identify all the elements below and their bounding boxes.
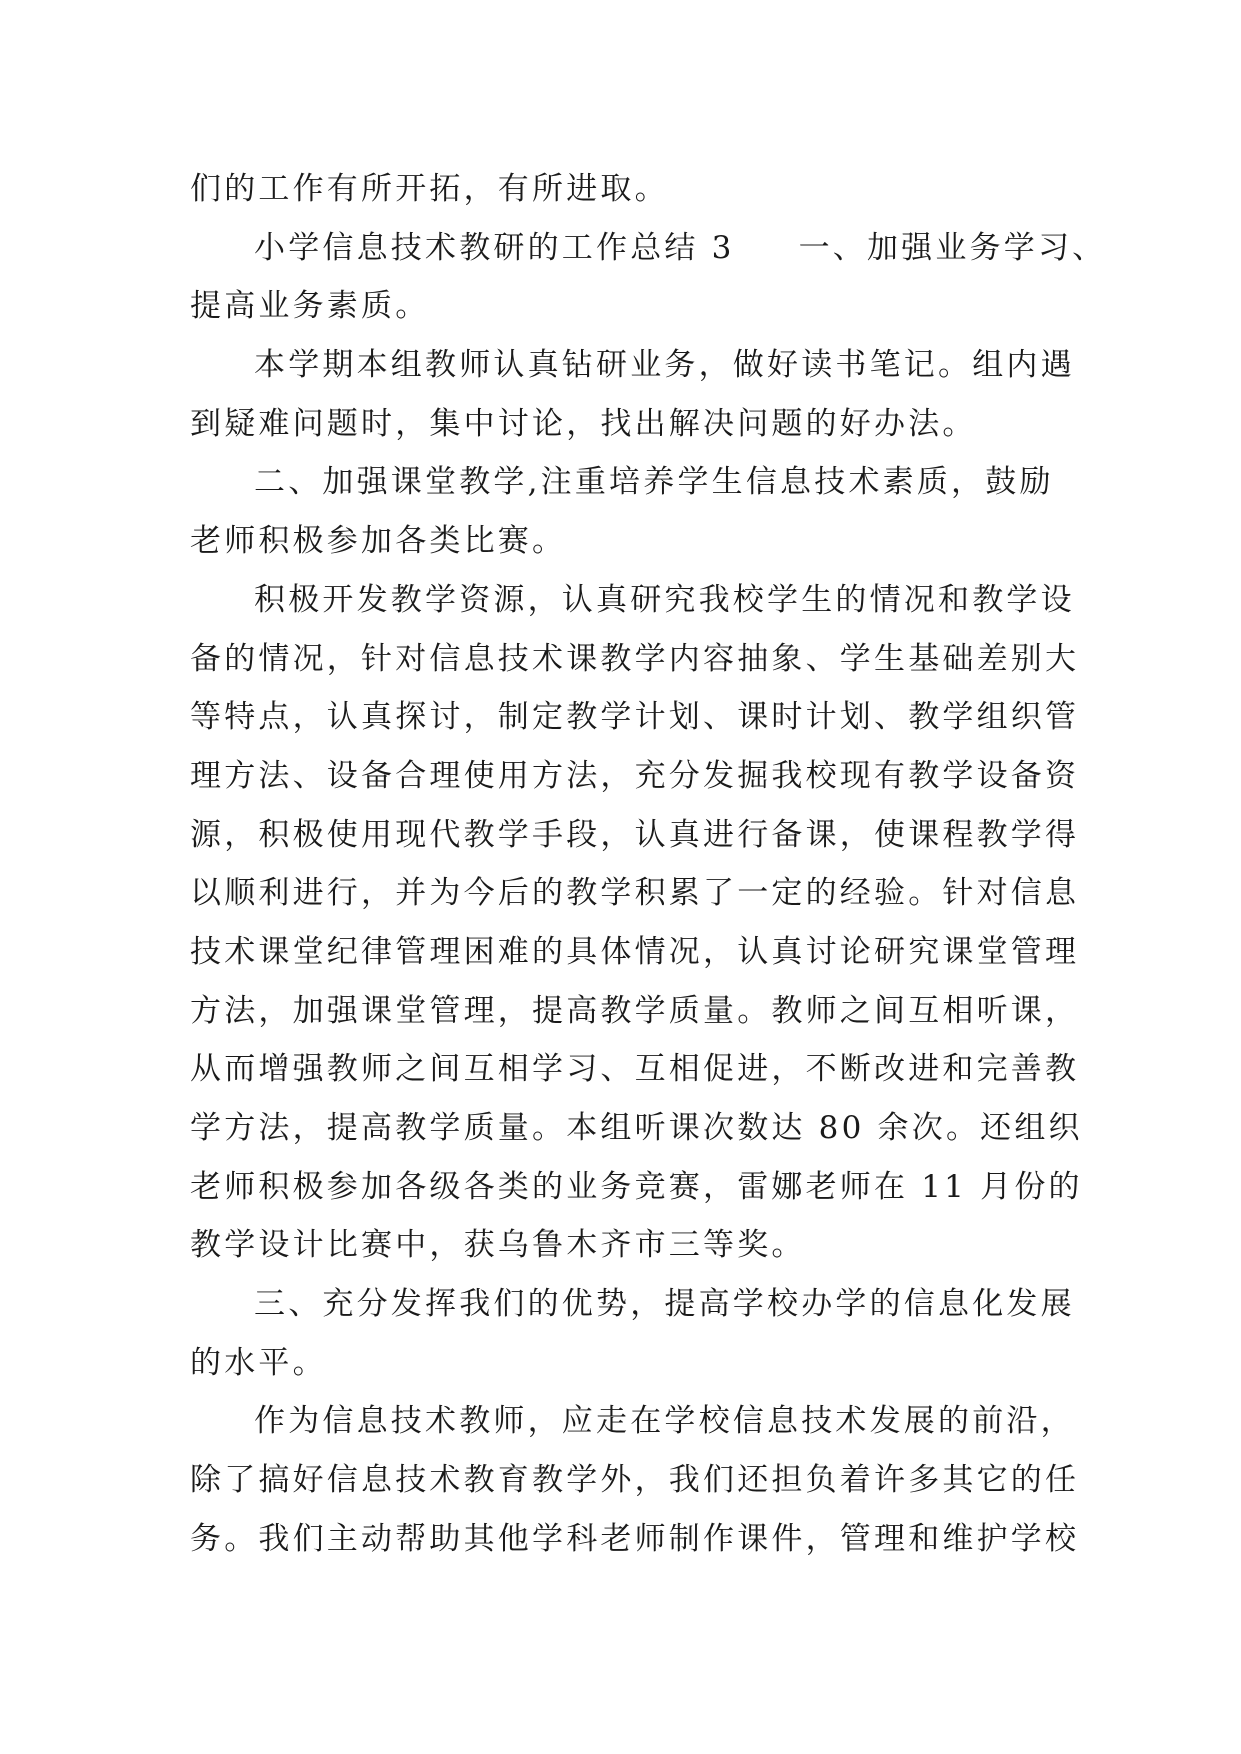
text-line: 二、加强课堂教学,注重培养学生信息技术素质，鼓励	[254, 464, 1054, 501]
text-line: 方法，加强课堂管理，提高教学质量。教师之间互相听课，	[190, 992, 1080, 1029]
text-line: 教学设计比赛中，获乌鲁木齐市三等奖。	[190, 1227, 806, 1264]
document-body	[190, 160, 1107, 1569]
text-line: 等特点，认真探讨，制定教学计划、课时计划、教学组织管	[190, 699, 1080, 736]
text-line: 理方法、设备合理使用方法，充分发掘我校现有教学设备资	[190, 757, 1080, 794]
text-line: 积极开发教学资源，认真研究我校学生的情况和教学设	[254, 581, 1075, 618]
text-line: 的水平。	[190, 1344, 327, 1381]
text-line: 源，积极使用现代教学手段，认真进行备课，使课程教学得	[190, 816, 1080, 853]
text-line: 本学期本组教师认真钻研业务，做好读书笔记。组内遇	[254, 347, 1075, 384]
text-line: 务。我们主动帮助其他学科老师制作课件，管理和维护学校	[190, 1520, 1080, 1557]
subsection-heading: 一、加强业务学习、	[798, 229, 1107, 266]
text-line: 提高业务素质。	[190, 288, 430, 325]
text-line: 老师积极参加各类比赛。	[190, 523, 567, 560]
text-line: 到疑难问题时，集中讨论，找出解决问题的好办法。	[190, 405, 977, 442]
text-line: 除了搞好信息技术教育教学外，我们还担负着许多其它的任	[190, 1462, 1080, 1499]
text-line: 们的工作有所开拓，有所进取。	[190, 171, 669, 207]
section-heading-line	[190, 219, 1107, 278]
text-line: 技术课堂纪律管理困难的具体情况，认真讨论研究课堂管理	[190, 933, 1080, 970]
text-line: 作为信息技术教师，应走在学校信息技术发展的前沿，	[254, 1403, 1075, 1440]
text-line: 以顺利进行，并为今后的教学积累了一定的经验。针对信息	[190, 875, 1080, 912]
text-line: 学方法，提高教学质量。本组听课次数达 80 余次。还组织	[190, 1110, 1083, 1146]
text-line: 从而增强教师之间互相学习、互相促进，不断改进和完善教	[190, 1051, 1080, 1088]
text-line: 老师积极参加各级各类的业务竞赛，雷娜老师在 11 月份的	[190, 1168, 1083, 1205]
section-title: 小学信息技术教研的工作总结 3	[254, 229, 735, 266]
text-line: 三、充分发挥我们的优势，提高学校办学的信息化发展	[254, 1286, 1075, 1323]
text-line: 备的情况，针对信息技术课教学内容抽象、学生基础差别大	[190, 640, 1080, 677]
